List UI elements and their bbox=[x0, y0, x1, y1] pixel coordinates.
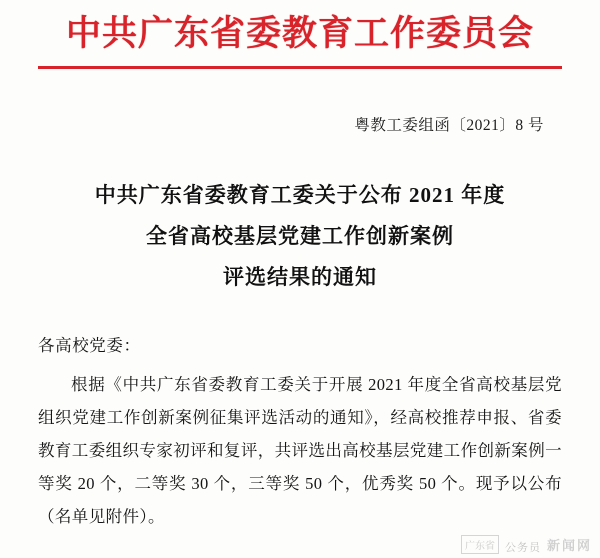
document-title bbox=[38, 175, 562, 298]
watermark-tag: 公务员 bbox=[504, 541, 541, 554]
watermark-site: 新闻网 bbox=[546, 538, 592, 553]
salutation: 各高校党委： bbox=[38, 336, 141, 356]
document-title-line-3: 评选结果的通知 bbox=[223, 265, 377, 290]
watermark-box-label: 广东省 bbox=[461, 535, 499, 554]
watermark-group bbox=[461, 535, 592, 554]
masthead bbox=[38, 0, 562, 69]
masthead-divider bbox=[38, 66, 562, 69]
body-paragraph: 根据《中共广东省委教育工委关于开展 2021 年度全省高校基层党组织党建工作创新案例征集评选活动的通知》，经高校推荐申报、省委教育工委组织专家初评和复评，共评选出高校基层党建工作创新案例一等奖 20 个，二等奖 30 个，三等奖 50 个，优秀奖 50 个。现予以公布（名单见附件）。 bbox=[38, 375, 562, 527]
document-title-line-2: 全省高校基层党建工作创新案例 bbox=[146, 224, 454, 249]
masthead-organization-title: 中共广东省委教育工作委员会 bbox=[65, 14, 534, 53]
document-number: 粤教工委组函〔2021〕8 号 bbox=[354, 117, 544, 135]
document-title-line-1: 中共广东省委教育工委关于公布 2021 年度 bbox=[94, 183, 506, 208]
